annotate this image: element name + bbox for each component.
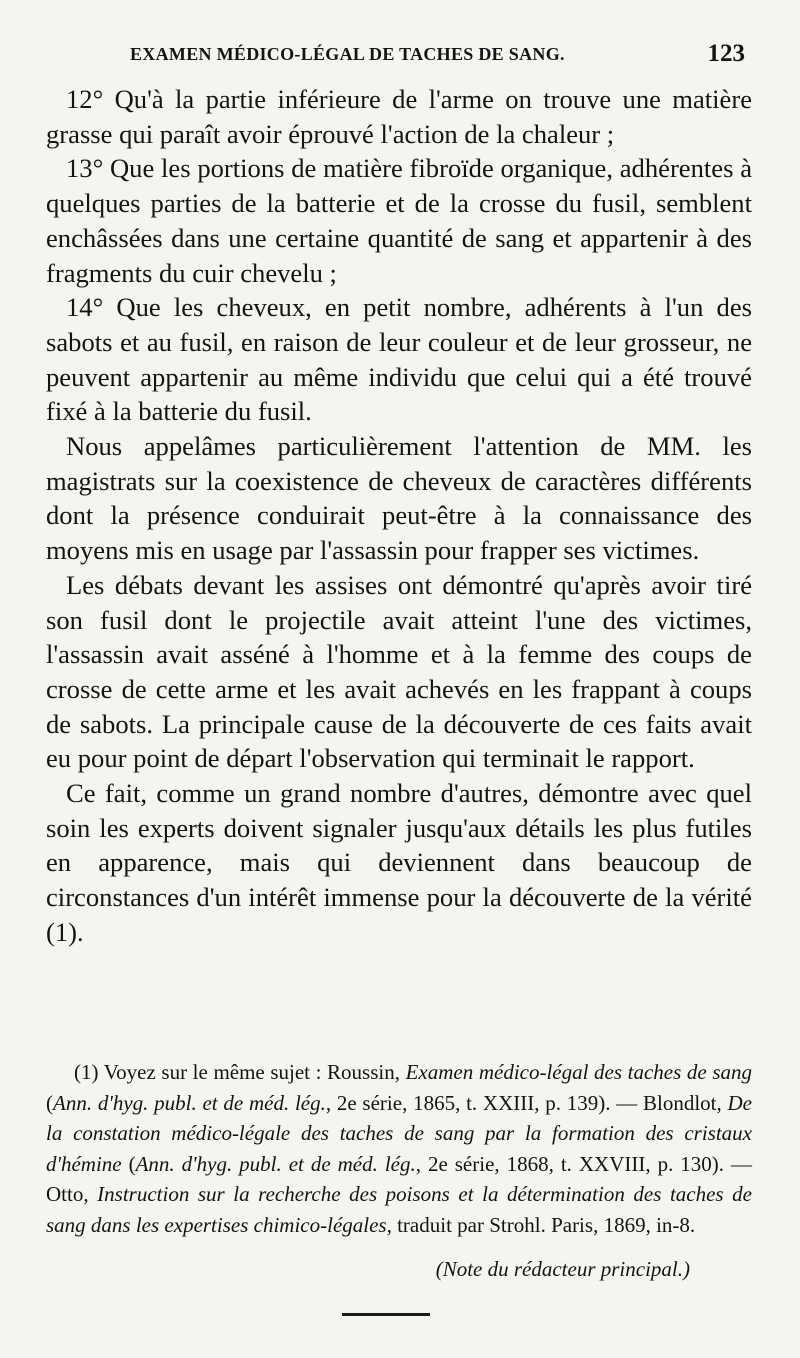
footnote-segment: Instruction sur la recherche des poisons et la détermination des taches de sang dans les expertises chimico-légales [46, 1182, 752, 1237]
page-number: 123 [707, 40, 745, 67]
footnote-segment: Ann. d'hyg. publ. et de méd. lég. [53, 1090, 326, 1115]
footnote-segment: Ann. d'hyg. publ. et de méd. lég. [135, 1151, 416, 1176]
footnote-segment: De la constation médico-légale des taches de sang par la formation des cristaux d'hémine [46, 1090, 752, 1176]
footnote-segment: , traduit par Strohl. Paris, 1869, in-8. [386, 1212, 696, 1237]
paragraph: 13° Que les portions de matière fibroïde organique, adhérentes à quelques parties de la batterie et de la crosse du fusil, semblent enchâssées dans une certaine quantité de sang et appartenir à des fragments du cuir chevelu ; [46, 153, 752, 288]
footnote-segment: , 2e série, 1865, t. XXIII, p. 139). — Blondlot, [325, 1090, 728, 1115]
paragraph: 12° Qu'à la partie inférieure de l'arme on trouve une matière grasse qui paraît avoir éprouvé l'action de la chaleur ; [46, 84, 752, 149]
paragraph: Ce fait, comme un grand nombre d'autres, démontre avec quel soin les experts doivent signaler jusqu'aux détails les plus futiles en apparence, mais qui deviennent dans beaucoup de circonstances d'un intérêt immense pour la découverte de la vérité (1). [46, 778, 752, 947]
footnote-segment: Examen médico-légal des taches de sang [405, 1060, 752, 1084]
footnote-segment: Voyez sur le même sujet : Roussin, [98, 1060, 406, 1084]
footnote-segment: ( [121, 1151, 136, 1176]
footnote-text [46, 1057, 752, 1240]
running-title: EXAMEN MÉDICO-LÉGAL DE TACHES DE SANG. [130, 44, 565, 64]
footnote-segment: ( [46, 1090, 53, 1115]
footnote-marker: (1) [74, 1060, 99, 1084]
footnote-segment: , 2e série, 1868, t. XXVIII, p. 130). — Otto, [46, 1151, 752, 1206]
body-text [46, 82, 752, 950]
paragraph: 14° Que les cheveux, en petit nombre, adhérents à l'un des sabots et au fusil, en raison de leur couleur et de leur grosseur, ne peuvent appartenir au même individu que celui qui a été trouvé fixé à la batterie du fusil. [46, 292, 752, 427]
page-header [130, 40, 745, 70]
editor-attribution: (Note du rédacteur principal.) [435, 1257, 690, 1281]
paragraph: Nous appelâmes particulièrement l'attention de MM. les magistrats sur la coexistence de cheveux de caractères différents dont la présence conduirait peut-être à la connaissance des moyens mis en usage par l'assassin pour frapper ses victimes. [46, 431, 752, 566]
footnote [46, 1057, 752, 1240]
closing-rule [342, 1313, 430, 1316]
paragraph: Les débats devant les assises ont démontré qu'après avoir tiré son fusil dont le projectile avait atteint l'une des victimes, l'assassin avait asséné à l'homme et à la femme des coups de crosse de cette arme et les avait achevés en les frappant à coups de sabots. La principale cause de la découverte de ces faits avait eu pour point de départ l'observation qui terminait le rapport. [46, 569, 752, 774]
